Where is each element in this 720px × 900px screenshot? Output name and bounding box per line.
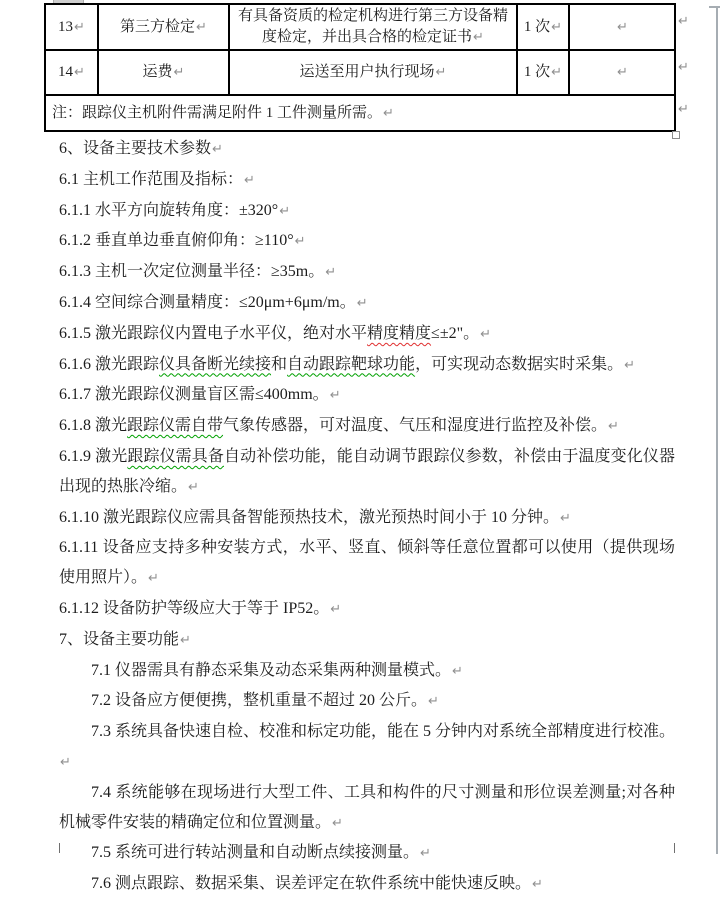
pilcrow-mark: ↵	[329, 388, 341, 404]
text-run: 和	[271, 355, 288, 373]
pilcrow-mark: ↵	[532, 877, 543, 893]
cell-remark	[569, 4, 675, 50]
window-edge-nub	[709, 6, 720, 8]
pilcrow-mark: ↵	[279, 203, 291, 219]
paragraph	[59, 226, 675, 257]
text-run: 6.1.11 设备应支持多种安装方式，水平、竖直、倾斜等任意位置都可以使用（提供现场使用照片）。	[59, 539, 675, 587]
pilcrow-mark: ↵	[473, 30, 484, 45]
text-run: 6.1.1 水平方向旋转角度：±320°	[59, 201, 279, 219]
row-end-pilcrow: ↵	[678, 60, 689, 75]
pilcrow-mark: ↵	[560, 510, 571, 526]
pilcrow-mark: ↵	[330, 601, 342, 617]
text-run: 6.1.8 激光	[59, 417, 128, 435]
item-name: 运费	[142, 64, 173, 80]
pilcrow-mark: ↵	[294, 234, 306, 250]
paragraph	[59, 717, 675, 778]
pilcrow-mark: ↵	[356, 295, 368, 311]
text-run: 6.1.4 空间综合测量精度：≤20μm+6μm/m。	[59, 293, 356, 311]
pilcrow-mark: ↵	[608, 419, 619, 435]
text-run: 6.1.5 激光跟踪仪内置电子水平仪，绝对水平	[59, 324, 368, 342]
table-row	[45, 4, 675, 50]
paragraph	[59, 625, 675, 656]
text-run: 6.1.12 设备防护等级应大于等于 IP52。	[59, 599, 330, 617]
paragraph	[59, 442, 675, 503]
paragraph	[59, 350, 675, 381]
cell-desc	[229, 50, 517, 95]
pilcrow-mark: ↵	[244, 172, 255, 188]
doc-body	[59, 134, 675, 900]
pilcrow-mark: ↵	[617, 65, 628, 80]
pilcrow-mark: ↵	[624, 357, 635, 373]
text-run-flagged: 跟踪仪需具备	[127, 447, 225, 465]
text-run: 6.1.3 主机一次定位测量半径：≥35m。	[59, 263, 325, 281]
window-right-edge	[716, 6, 718, 854]
text-boundary-mark-left	[59, 843, 60, 853]
text-run: 气象传感器，可对温度、气压和湿度进行监控及补偿。	[223, 417, 608, 435]
text-boundary-mark-right	[674, 843, 675, 853]
paragraph	[59, 319, 675, 350]
pilcrow-mark: ↵	[435, 65, 447, 80]
cell-desc	[229, 4, 517, 50]
pilcrow-mark: ↵	[74, 19, 85, 35]
spec-table	[44, 3, 676, 132]
text-run: 7.4 系统能够在现场进行大型工件、工具和构件的尺寸测量和形位误差测量;对各种机械零件安装的精确定位和位置测量。	[59, 783, 675, 831]
row-end-pilcrow: ↵	[678, 102, 689, 117]
paragraph	[59, 257, 675, 288]
text-run: 7.3 系统具备快速自检、校准和标定功能，能在 5 分钟内对系统全部精度进行校准。	[91, 723, 676, 741]
table-row	[45, 50, 675, 95]
text-run-flagged: 仪具备断光续接	[159, 355, 272, 373]
pilcrow-mark: ↵	[332, 815, 343, 831]
pilcrow-mark: ↵	[196, 19, 207, 35]
quantity: 1 次	[523, 64, 551, 80]
paragraph	[59, 196, 675, 227]
pilcrow-mark: ↵	[325, 265, 337, 281]
pilcrow-mark: ↵	[212, 142, 223, 157]
cell-qty	[517, 50, 569, 95]
paragraph	[59, 869, 675, 900]
paragraph	[59, 134, 675, 165]
row-end-pilcrow: ↵	[678, 14, 689, 29]
pilcrow-mark: ↵	[551, 19, 563, 35]
text-run: 自动补偿功能，能自动调节跟踪仪参数，补偿由于温度变化仪器出现的热胀冷缩。	[59, 447, 675, 495]
text-run: 6.1.10 激光跟踪仪应需具备智能预热技术，激光预热时间小于 10 分钟。	[59, 508, 560, 526]
pilcrow-mark: ↵	[551, 65, 563, 80]
paragraph	[59, 594, 675, 625]
text-run: 6.1.6 激光跟踪	[59, 355, 160, 373]
text-run-flagged: 精度精度	[367, 324, 432, 342]
paragraph	[59, 380, 675, 411]
pilcrow-mark: ↵	[173, 65, 185, 80]
cell-remark	[569, 50, 675, 95]
row-number: 13	[58, 18, 74, 35]
pilcrow-mark: ↵	[617, 19, 628, 35]
text-run: 7、设备主要功能	[59, 630, 180, 648]
text-run: 7.6 测点跟踪、数据采集、误差评定在软件系统中能快速反映。	[91, 875, 532, 893]
quantity: 1 次	[523, 18, 551, 35]
text-run: ，可实现动态数据实时采集。	[415, 355, 624, 373]
paragraph	[59, 533, 675, 594]
pilcrow-mark: ↵	[452, 663, 463, 679]
pilcrow-mark: ↵	[428, 694, 439, 710]
text-run: 6.1.9 激光	[59, 447, 128, 465]
text-run: 6.1 主机工作范围及指标：	[59, 170, 244, 188]
pilcrow-mark: ↵	[188, 479, 199, 495]
table-note-text: 注：跟踪仪主机附件需满足附件 1 工件测量所需。	[52, 104, 383, 121]
pilcrow-mark: ↵	[480, 326, 492, 342]
paragraph	[59, 656, 675, 687]
pilcrow-mark: ↵	[383, 105, 394, 121]
paragraph	[59, 165, 675, 196]
paragraph	[59, 686, 675, 717]
row-number: 14	[58, 64, 74, 80]
text-run: 6.1.7 激光跟踪仪测量盲区需≤400mm。	[59, 386, 329, 404]
paragraph	[59, 288, 675, 319]
pilcrow-mark: ↵	[180, 632, 191, 648]
text-run: 7.5 系统可进行转站测量和自动断点续接测量。	[91, 844, 420, 862]
paragraph	[59, 778, 675, 839]
text-run: 6、设备主要技术参数	[59, 140, 212, 157]
pilcrow-mark: ↵	[74, 65, 85, 80]
text-run: 6.1.2 垂直单边垂直俯仰角：≥110°	[59, 232, 294, 250]
item-description: 运送至用户执行现场	[299, 64, 435, 80]
cell-qty	[517, 4, 569, 50]
table-note-row	[45, 95, 675, 131]
text-run: 7.2 设备应方便便携，整机重量不超过 20 公斤。	[91, 692, 428, 710]
pilcrow-mark: ↵	[420, 846, 431, 862]
text-run-flagged: 自动跟踪靶球功能	[287, 355, 416, 373]
cell-item	[98, 50, 229, 95]
item-description: 有具备资质的检定机构进行第三方设备精度检定，并出具合格的检定证书	[237, 8, 508, 45]
cell-no	[45, 4, 98, 50]
cell-no	[45, 50, 98, 95]
text-run: 7.1 仪器需具有静态采集及动态采集两种测量模式。	[91, 661, 452, 679]
cell-item	[98, 4, 229, 50]
pilcrow-mark: ↵	[60, 754, 71, 770]
paragraph	[59, 411, 675, 442]
text-run: ≤±2"。	[431, 324, 480, 342]
text-run-flagged: 跟踪仪需自带	[127, 417, 224, 435]
paragraph	[59, 503, 675, 534]
cell-note	[45, 95, 675, 131]
pilcrow-mark: ↵	[148, 571, 159, 587]
item-name: 第三方检定	[120, 18, 196, 35]
